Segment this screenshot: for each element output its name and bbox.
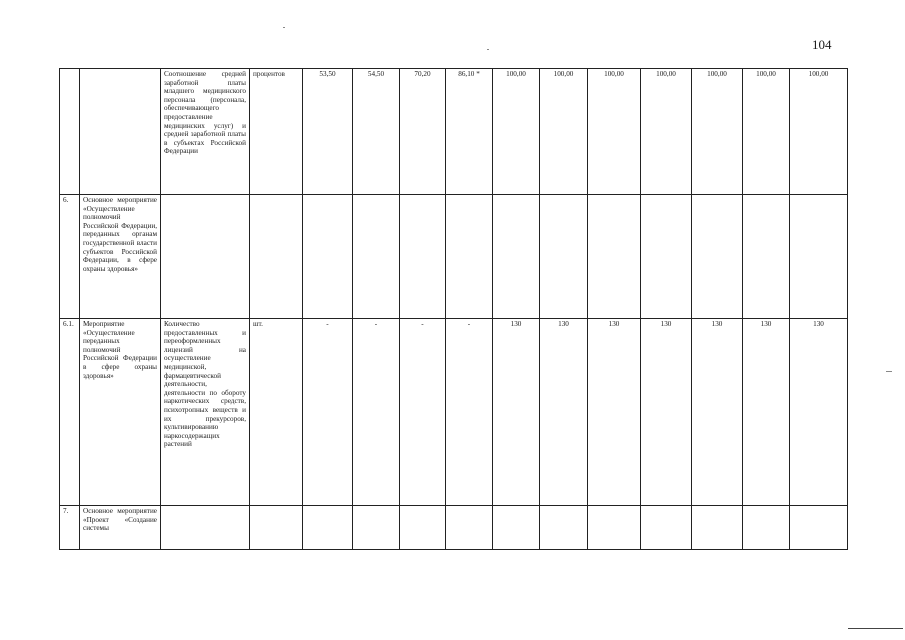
value-cell bbox=[790, 195, 848, 319]
value-cell: 130 bbox=[540, 319, 588, 506]
value-cell: 100,00 bbox=[493, 69, 540, 195]
table-row bbox=[60, 506, 848, 550]
value-cell: - bbox=[303, 319, 353, 506]
table-row bbox=[60, 195, 848, 319]
value-cell: 100,00 bbox=[743, 69, 790, 195]
measure-name: Основное мероприятие «Осуществление полномочий Российской Федерации, переданных органам государственной власти субъектов Российской Федерации, в сфере охраны здоровья» bbox=[80, 195, 161, 319]
value-cell: 70,20 bbox=[400, 69, 446, 195]
value-cell bbox=[743, 506, 790, 550]
value-cell: 100,00 bbox=[692, 69, 743, 195]
value-cell bbox=[446, 195, 493, 319]
value-cell: 100,00 bbox=[588, 69, 641, 195]
value-cell bbox=[588, 506, 641, 550]
value-cell: 130 bbox=[588, 319, 641, 506]
value-cell bbox=[641, 195, 692, 319]
table-row bbox=[60, 319, 848, 506]
indicator-name bbox=[161, 195, 250, 319]
value-cell bbox=[400, 506, 446, 550]
measure-name: Мероприятие «Осуществление переданных полномочий Российской Федерации в сфере охраны здоровья» bbox=[80, 319, 161, 506]
unit-cell: шт. bbox=[250, 319, 303, 506]
indicators-table bbox=[59, 68, 848, 550]
value-cell bbox=[540, 506, 588, 550]
value-cell: - bbox=[400, 319, 446, 506]
row-number bbox=[60, 69, 80, 195]
scan-dot bbox=[283, 27, 285, 28]
scan-line bbox=[848, 628, 903, 629]
value-cell bbox=[493, 195, 540, 319]
row-number: 6. bbox=[60, 195, 80, 319]
table-row bbox=[60, 69, 848, 195]
indicator-name: Количество предоставленных и переоформленных лицензий на осуществление медицинской, фармацевтической деятельности, деятельности по обороту наркотических средств, психотропных веществ и их прекурсоров, культивированию наркосодержащих растений bbox=[161, 319, 250, 506]
value-cell bbox=[446, 506, 493, 550]
unit-cell bbox=[250, 506, 303, 550]
value-cell: 130 bbox=[493, 319, 540, 506]
unit-cell bbox=[250, 195, 303, 319]
value-cell bbox=[400, 195, 446, 319]
value-cell: 100,00 bbox=[641, 69, 692, 195]
value-cell bbox=[692, 195, 743, 319]
row-number: 7. bbox=[60, 506, 80, 550]
value-cell bbox=[588, 195, 641, 319]
value-cell bbox=[353, 195, 400, 319]
value-cell: 86,10 * bbox=[446, 69, 493, 195]
value-cell bbox=[540, 195, 588, 319]
value-cell: 130 bbox=[790, 319, 848, 506]
value-cell bbox=[303, 506, 353, 550]
value-cell bbox=[493, 506, 540, 550]
row-number: 6.1. bbox=[60, 319, 80, 506]
value-cell: 54,50 bbox=[353, 69, 400, 195]
value-cell: - bbox=[446, 319, 493, 506]
value-cell bbox=[692, 506, 743, 550]
value-cell bbox=[641, 506, 692, 550]
indicator-name bbox=[161, 506, 250, 550]
value-cell: 53,50 bbox=[303, 69, 353, 195]
value-cell: - bbox=[353, 319, 400, 506]
measure-name bbox=[80, 69, 161, 195]
value-cell bbox=[743, 195, 790, 319]
value-cell: 130 bbox=[743, 319, 790, 506]
value-cell: 130 bbox=[692, 319, 743, 506]
unit-cell: процентов bbox=[250, 69, 303, 195]
value-cell: 100,00 bbox=[540, 69, 588, 195]
value-cell bbox=[303, 195, 353, 319]
value-cell: 130 bbox=[641, 319, 692, 506]
value-cell bbox=[790, 506, 848, 550]
scan-dot bbox=[886, 371, 892, 372]
measure-name: Основное мероприятие «Проект «Создание системы bbox=[80, 506, 161, 550]
value-cell: 100,00 bbox=[790, 69, 848, 195]
page-number: 104 bbox=[812, 37, 832, 52]
indicator-name: Соотношение средней заработной платы младшего медицинского персонала (персонала, обеспечивающего предоставление медицинских услуг) и средней заработной платы в субъектах Российской Федерации bbox=[161, 69, 250, 195]
scan-dot bbox=[487, 49, 489, 50]
value-cell bbox=[353, 506, 400, 550]
